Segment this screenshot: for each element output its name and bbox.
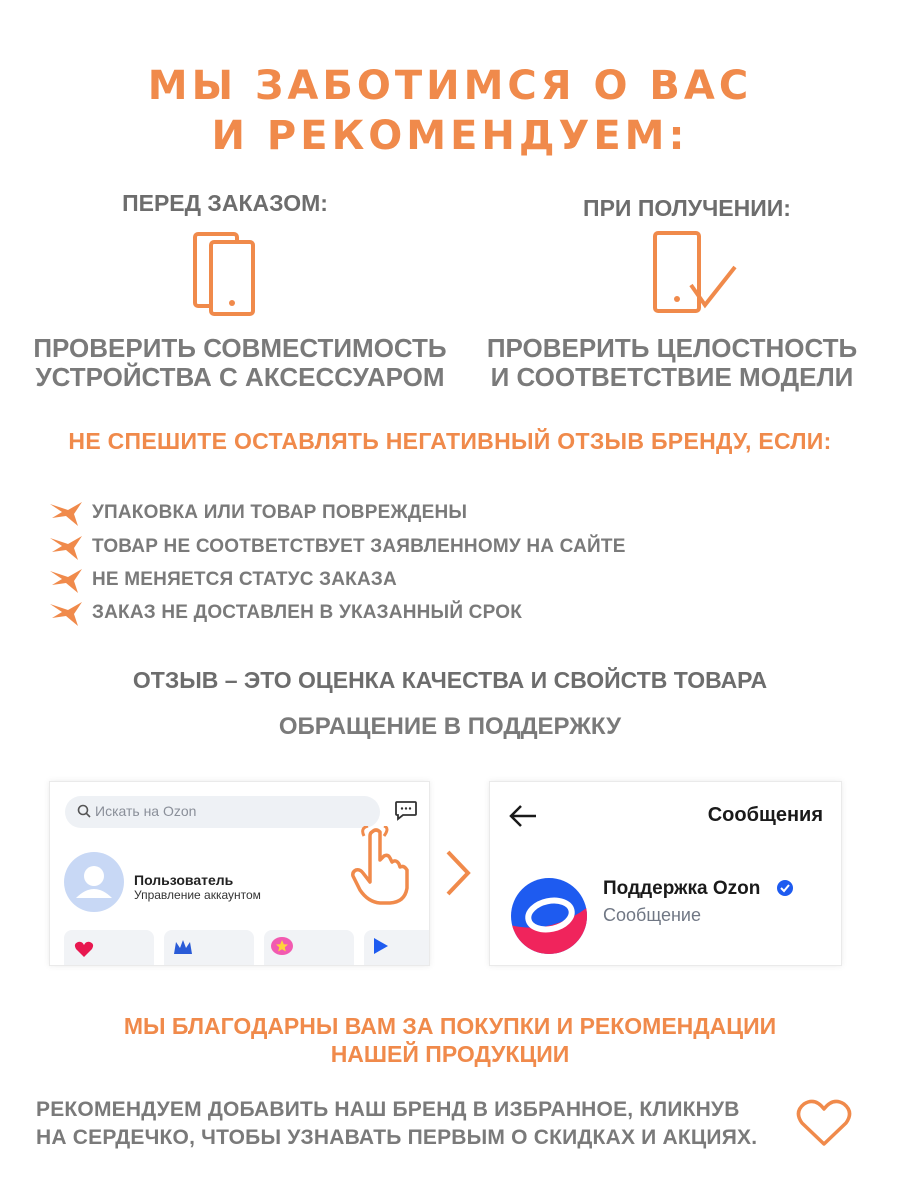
bird-bullet-icon [48,500,84,528]
messages-title: Сообщения [707,804,823,826]
recommend-line2: НА СЕРДЕЧКО, ЧТОБЫ УЗНАВАТЬ ПЕРВЫМ О СКИДКАХ И АКЦИЯХ. [36,1126,758,1149]
search-input[interactable] [65,796,380,828]
before-order-text-line1: ПРОВЕРИТЬ СОВМЕСТИМОСТЬ [33,333,447,363]
bird-bullet-icon [48,567,84,595]
on-receipt-text-line1: ПРОВЕРИТЬ ЦЕЛОСТНОСТЬ [486,333,858,363]
verified-badge-icon [776,879,794,897]
recommend-line1: РЕКОМЕНДУЕМ ДОБАВИТЬ НАШ БРЕНД В ИЗБРАННОЕ, КЛИКНУВ [36,1098,740,1121]
bird-bullet-icon [48,534,84,562]
on-receipt-text-line2: И СООТВЕТСТВИЕ МОДЕЛИ [490,362,854,392]
two-phones-icon [193,232,257,321]
premium-tile[interactable] [164,930,254,966]
search-icon [77,804,91,818]
support-subtitle: Сообщение [603,905,701,925]
on-receipt-heading: ПРИ ПОЛУЧЕНИИ: [583,195,791,221]
thanks-line2: НАШЕЙ ПРОДУКЦИИ [330,1041,570,1067]
avatar[interactable] [64,852,124,912]
page-title-line1: МЫ ЗАБОТИМСЯ О ВАС [147,63,753,109]
favorites-tile[interactable] [64,930,154,966]
reason-text: ЗАКАЗ НЕ ДОСТАВЛЕН В УКАЗАННЫЙ СРОК [92,602,523,623]
warning-heading: НЕ СПЕШИТЕ ОСТАВЛЯТЬ НЕГАТИВНЫЙ ОТЗЫВ БРЕНДУ, ЕСЛИ: [68,428,832,454]
page-title-line2: И РЕКОМЕНДУЕМ: [211,113,689,159]
account-management-link[interactable]: Управление аккаунтом [134,888,261,902]
bird-bullet-icon [48,600,84,628]
list-item [48,567,688,597]
ozon-support-logo[interactable] [510,877,588,955]
ozon-app-screenshot [49,781,430,966]
points-tile[interactable] [264,930,354,966]
messages-screenshot [489,781,842,966]
before-order-heading: ПЕРЕД ЗАКАЗОМ: [122,190,328,216]
reason-text: НЕ МЕНЯЕТСЯ СТАТУС ЗАКАЗА [92,569,397,590]
chevron-right-icon [440,848,474,898]
list-item [48,500,688,530]
crown-icon [172,938,194,958]
reason-text: УПАКОВКА ИЛИ ТОВАР ПОВРЕЖДЕНЫ [92,502,468,523]
search-placeholder: Искать на Ozon [95,803,197,819]
user-name[interactable]: Пользователь [134,872,234,888]
video-tile[interactable] [364,930,430,966]
before-order-text-line2: УСТРОЙСТВА С АКСЕССУАРОМ [35,362,445,392]
back-arrow-icon[interactable] [508,804,538,828]
review-note: ОТЗЫВ – ЭТО ОЦЕНКА КАЧЕСТВА И СВОЙСТВ ТОВАРА [132,667,768,693]
thanks-line1: МЫ БЛАГОДАРНЫ ВАМ ЗА ПОКУПКИ И РЕКОМЕНДАЦИИ [123,1013,777,1039]
list-item [48,600,688,630]
star-chat-icon [270,936,294,958]
heart-outline-icon [795,1098,853,1148]
reason-text: ТОВАР НЕ СООТВЕТСТВУЕТ ЗАЯВЛЕННОМУ НА САЙТЕ [92,536,626,557]
list-item [48,534,688,564]
chat-icon[interactable] [394,800,418,822]
play-icon [370,936,392,956]
heart-icon [74,940,94,958]
support-name[interactable]: Поддержка Ozon [603,878,761,899]
support-title: ОБРАЩЕНИЕ В ПОДДЕРЖКУ [278,713,622,740]
pointing-hand-icon [350,826,412,906]
phone-check-icon [653,231,739,320]
